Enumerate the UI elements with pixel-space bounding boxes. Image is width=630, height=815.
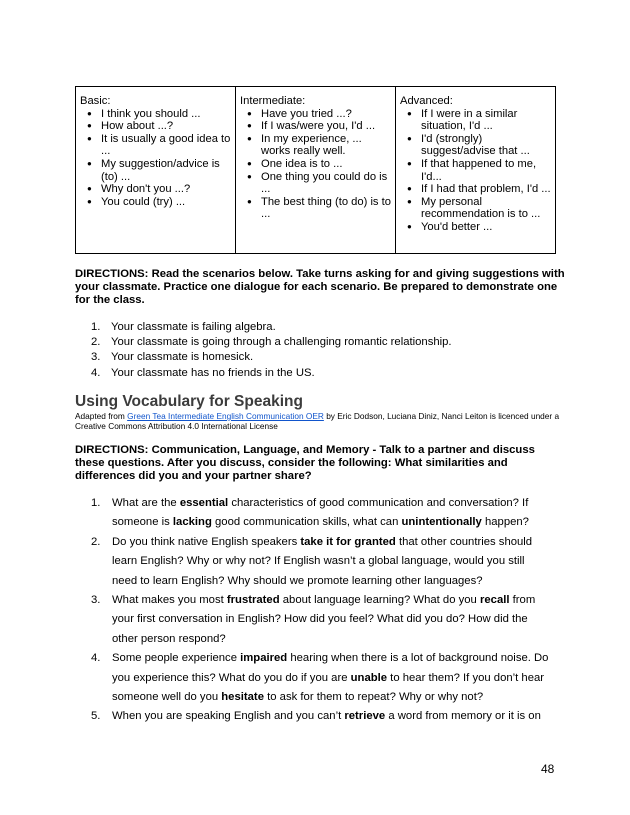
- text-run: characteristics of good communication and conversation? If: [228, 497, 529, 509]
- section-heading: Using Vocabulary for Speaking: [75, 393, 303, 410]
- list-item: ● If I had that problem, I'd ...: [400, 183, 551, 196]
- question-line: [112, 572, 532, 591]
- vocabulary-term: take it for granted: [300, 535, 396, 548]
- list-item: ● How about ...?: [80, 120, 231, 133]
- discussion-question: [91, 494, 551, 533]
- text-run: from: [509, 594, 536, 607]
- question-text: [112, 707, 541, 726]
- list-item: ● Have you tried ...?: [240, 108, 391, 121]
- list-item: ● One thing you could do is ...: [240, 171, 391, 196]
- scenario-text: Your classmate has no friends in the US.: [111, 366, 315, 379]
- question-line: [112, 688, 548, 707]
- scenario-list: [91, 320, 452, 381]
- question-line: [112, 494, 529, 513]
- text-run: you experience this? What do you do if you are: [112, 671, 351, 684]
- list-item: ● The best thing (to do) is to ...: [240, 196, 391, 221]
- phrase-list: [80, 108, 231, 209]
- text-run: someone well do you: [112, 691, 222, 704]
- list-item: ● If I were in a similar situation, I'd ...: [400, 108, 551, 133]
- question-line: [112, 707, 541, 726]
- question-text: [112, 533, 532, 591]
- text-run: What are the: [112, 497, 180, 509]
- text-run: someone is: [112, 516, 173, 529]
- directions-scenarios: DIRECTIONS: Read the scenarios below. Take turns asking for and giving suggestions with your classmate. Practice one dialogue for each scenario. Be prepared to demonstrate one for the class.: [75, 268, 565, 306]
- list-item: ● In my experience, ... works really well.: [240, 133, 391, 158]
- vocabulary-term: retrieve: [344, 710, 386, 723]
- question-line: [112, 513, 529, 532]
- text-run: When you are speaking English and you can’t: [112, 710, 345, 723]
- text-run: a word from memory or it is on: [385, 710, 541, 723]
- list-item: ● It is usually a good idea to ...: [80, 133, 231, 158]
- text-run: your first conversation in English? How did you feel? What did you do? How did the: [112, 613, 528, 626]
- discussion-question: [91, 591, 551, 649]
- list-number: 2.: [91, 336, 101, 349]
- vocabulary-term: unintentionally: [401, 516, 482, 529]
- discussion-question: [91, 707, 551, 726]
- text-run: to ask for them to repeat? Why or why not?: [263, 691, 484, 704]
- table-column-intermediate: [236, 87, 396, 253]
- list-number: 2.: [91, 535, 101, 548]
- list-item: ● You'd better ...: [400, 221, 551, 234]
- phrase-list: [400, 108, 551, 234]
- question-line: [112, 649, 548, 668]
- vocabulary-term: frustrated: [226, 594, 280, 607]
- text-run: What makes you most: [112, 594, 227, 607]
- directions-discussion: DIRECTIONS: Communication, Language, and Memory - Talk to a partner and discuss these questions. After you discuss, consider the following: What similarities and differences did you and your partner share?: [75, 444, 535, 482]
- scenario-text: Your classmate is homesick.: [111, 351, 254, 364]
- credit-prefix: Adapted from: [75, 411, 128, 421]
- text-run: Some people experience: [112, 652, 241, 665]
- list-number: 4.: [91, 652, 101, 665]
- text-run: to hear them? If you don’t hear: [387, 671, 545, 684]
- list-number: 1.: [91, 497, 101, 509]
- text-run: that other countries should: [395, 535, 533, 548]
- vocabulary-term: lacking: [172, 516, 212, 529]
- question-line: [112, 533, 532, 552]
- question-text: [112, 649, 548, 707]
- vocabulary-term: unable: [350, 671, 388, 684]
- list-item: ● My suggestion/advice is (to) ...: [80, 158, 231, 183]
- scenario-text: Your classmate is failing algebra.: [111, 321, 276, 333]
- text-run: about language learning? What do you: [279, 594, 480, 607]
- column-heading: Basic:: [80, 95, 111, 107]
- page-number: 48: [541, 762, 555, 776]
- question-text: [112, 591, 535, 649]
- list-item: ● I'd (strongly) suggest/advise that ...: [400, 133, 551, 158]
- vocabulary-term: impaired: [240, 652, 288, 665]
- text-run: Do you think native English speakers: [112, 535, 301, 548]
- list-item: ● Why don't you ...?: [80, 183, 231, 196]
- list-item: ● One idea is to ...: [240, 158, 391, 171]
- discussion-question-list: [91, 494, 551, 727]
- list-item: ● You could (try) ...: [80, 196, 231, 209]
- question-line: [112, 669, 548, 688]
- phrase-list: [240, 108, 391, 221]
- text-run: happen?: [481, 516, 529, 529]
- text-run: learn English? Why or why not? If English wasn’t a global language, would you still: [112, 555, 525, 568]
- discussion-question: [91, 649, 551, 707]
- discussion-question: [91, 533, 551, 591]
- list-item: [91, 350, 452, 365]
- vocabulary-term: essential: [179, 497, 229, 509]
- text-run: hearing when there is a lot of background noise. Do: [287, 652, 549, 665]
- question-line: [112, 610, 535, 629]
- text-run: good communication skills, what can: [211, 516, 402, 529]
- vocabulary-term: hesitate: [221, 691, 264, 704]
- credit-suffix: by Eric Dodson, Luciana Diniz, Nanci Leiton is licenced under a Creative Commons Attribution 4.0 International License: [75, 411, 560, 431]
- list-item: [91, 335, 452, 350]
- list-number: 4.: [91, 366, 101, 379]
- column-heading: Advanced:: [400, 95, 453, 107]
- list-item: ● If that happened to me, I'd...: [400, 158, 551, 183]
- list-item: ● If I was/were you, I'd ...: [240, 120, 391, 133]
- vocabulary-term: recall: [479, 594, 510, 607]
- list-item: ● My personal recommendation is to ...: [400, 196, 551, 221]
- list-number: 3.: [91, 594, 101, 607]
- text-run: need to learn English? Why should we promote learning other languages?: [112, 574, 483, 587]
- table-column-advanced: [396, 87, 555, 253]
- suggestion-phrases-table: [75, 86, 556, 254]
- table-column-basic: [76, 87, 236, 253]
- attribution-credit: [75, 411, 575, 431]
- list-item: [91, 366, 452, 381]
- text-run: other person respond?: [112, 632, 226, 645]
- question-text: [112, 494, 529, 533]
- question-line: [112, 552, 532, 571]
- oer-source-link[interactable]: Green Tea Intermediate English Communication OER: [127, 411, 324, 421]
- list-number: 1.: [91, 321, 101, 333]
- list-item: [91, 320, 452, 335]
- scenario-text: Your classmate is going through a challenging romantic relationship.: [111, 336, 452, 349]
- list-item: ● I think you should ...: [80, 108, 231, 121]
- question-line: [112, 630, 535, 649]
- question-line: [112, 591, 535, 610]
- column-heading: Intermediate:: [240, 95, 306, 107]
- list-number: 3.: [91, 351, 101, 364]
- list-number: 5.: [91, 710, 101, 723]
